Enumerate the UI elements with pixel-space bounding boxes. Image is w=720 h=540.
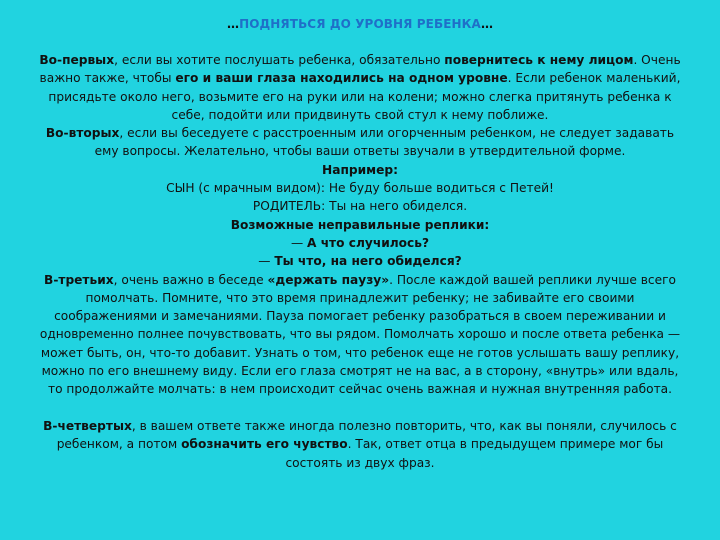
wrong-reply-1 [34,234,686,252]
title-text: ПОДНЯТЬСЯ ДО УРОВНЯ РЕБЕНКА [239,17,481,31]
wrong-reply-2-dash: — [258,254,275,269]
paragraph-first-emphasis-2: его и ваши глаза находились на одном уровне [175,71,508,86]
paragraph-first-text-3: . Если ребенок маленький, присядьте около него, возьмите его на руки или на колени; можно слегка притянуть ребенка к себе, подойти или придвинуть свой стул к нему поближе. [48,71,681,122]
paragraph-fourth-lead: В-четвертых [43,418,132,433]
paragraph-second [34,124,686,161]
example-son-line: СЫН (с мрачным видом): Не буду больше водиться с Петей! [166,181,554,196]
paragraph-first-text-2: . Очень важно также, чтобы [39,53,681,86]
title-suffix: … [480,17,494,31]
paragraph-first-lead: Во-первых [39,53,115,67]
paragraph-first-emphasis-1: повернитесь к нему лицом [444,53,634,67]
paragraph-first [34,51,686,124]
example-heading [34,161,686,179]
paragraph-third-lead: В-третьих [44,272,114,287]
paragraph-second-text: , если вы беседуете с расстроенным или огорченным ребенком, не следует задавать ему вопросы. Желательно, чтобы ваши ответы звучали в утвердительной форме. [94,126,675,159]
example-heading-text: Например: [322,162,398,177]
title-prefix: … [226,17,240,31]
paragraph-second-lead: Во-вторых [45,126,120,141]
wrong-reply-1-dash: — [290,235,308,250]
paragraph-fourth-text-1: , в вашем ответе также иногда полезно повторить, что, как вы поняли, случилось с ребенком, а потом [56,418,677,452]
wrong-reply-2 [34,252,686,270]
slide-title [0,17,720,31]
paragraph-third-emphasis: «держать паузу» [267,272,390,287]
paragraph-third-text-2: . После каждой вашей реплики лучше всего помолчать. Помните, что это время принадлежит ребенку; не забивайте его своими соображениями и замечаниями. Пауза помогает ребенку разобраться в своем переживании и одновременно полнее почувствовать, что вы рядом. Помолчать хорошо и после ответа ребенка — может быть, он, что-то добавит. Узнать о том, что ребенок еще не готов услышать вашу реплику, можно по его внешнему виду. Если его глаза смотрят не на вас, а в сторону, «внутрь» или вдаль, то продолжайте молчать: в нем происходит сейчас очень важная и нужная внутренняя работа. [39,272,681,397]
paragraph-fourth-text-2: . Так, ответ отца в предыдущем примере мог бы состоять из двух фраз. [285,437,664,470]
example-parent-line: РОДИТЕЛЬ: Ты на него обиделся. [252,199,468,214]
wrong-replies-heading-text: Возможные неправильные реплики: [230,217,490,232]
paragraph-fourth [34,417,686,472]
paragraph-gap [34,399,686,417]
paragraph-fourth-emphasis: обозначить его чувство [181,437,348,452]
paragraph-first-text-1: , если вы хотите послушать ребенка, обязательно [114,53,445,67]
wrong-replies-heading [34,216,686,234]
paragraph-third [34,271,686,399]
slide-body [34,51,686,472]
wrong-reply-1-text: А что случилось? [307,235,430,250]
paragraph-third-text-1: , очень важно в беседе [113,272,268,287]
wrong-reply-2-text: Ты что, на него обиделся? [274,254,462,269]
